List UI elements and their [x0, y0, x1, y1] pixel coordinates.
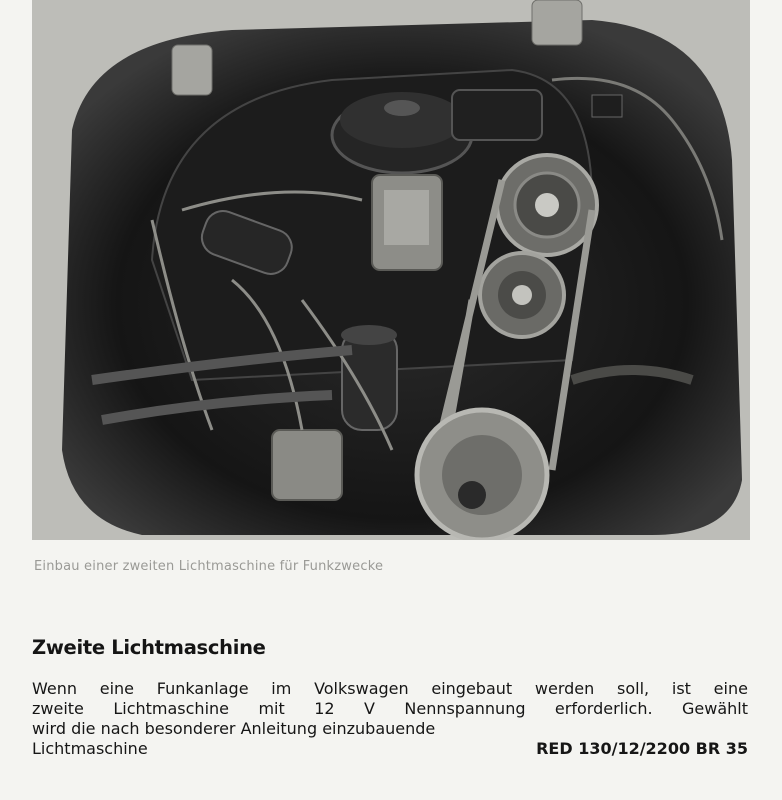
word: werden [534, 679, 595, 698]
word: Lichtmaschine [113, 699, 229, 718]
word: Gewählt [682, 699, 748, 718]
word: Volkswagen [314, 679, 409, 698]
word: zweite [32, 699, 84, 718]
word: mit [258, 699, 285, 718]
word: eingebaut [431, 679, 513, 698]
body-line-4 [32, 739, 748, 759]
engine-photo [32, 0, 750, 540]
photo-caption: Einbau einer zweiten Lichtmaschine für Funkzwecke [34, 559, 384, 574]
part-number: RED 130/12/2200 BR 35 [536, 739, 748, 758]
word: Wenn [32, 679, 78, 698]
body-line-1 [32, 679, 748, 699]
word: eine [99, 679, 135, 698]
word: V [363, 699, 375, 718]
body-line-3: wird die nach besonderer Anleitung einzubauende [32, 719, 436, 738]
word: erforderlich. [554, 699, 653, 718]
word: eine [713, 679, 748, 698]
word: im [271, 679, 292, 698]
word: ist [671, 679, 691, 698]
word: Funkanlage [156, 679, 249, 698]
section-heading: Zweite Lichtmaschine [32, 636, 266, 659]
word: 12 [314, 699, 335, 718]
body-line-4-text: Lichtmaschine [32, 739, 148, 758]
body-text [32, 679, 748, 759]
word: soll, [617, 679, 650, 698]
body-line-2 [32, 699, 748, 719]
word: Nennspannung [404, 699, 526, 718]
